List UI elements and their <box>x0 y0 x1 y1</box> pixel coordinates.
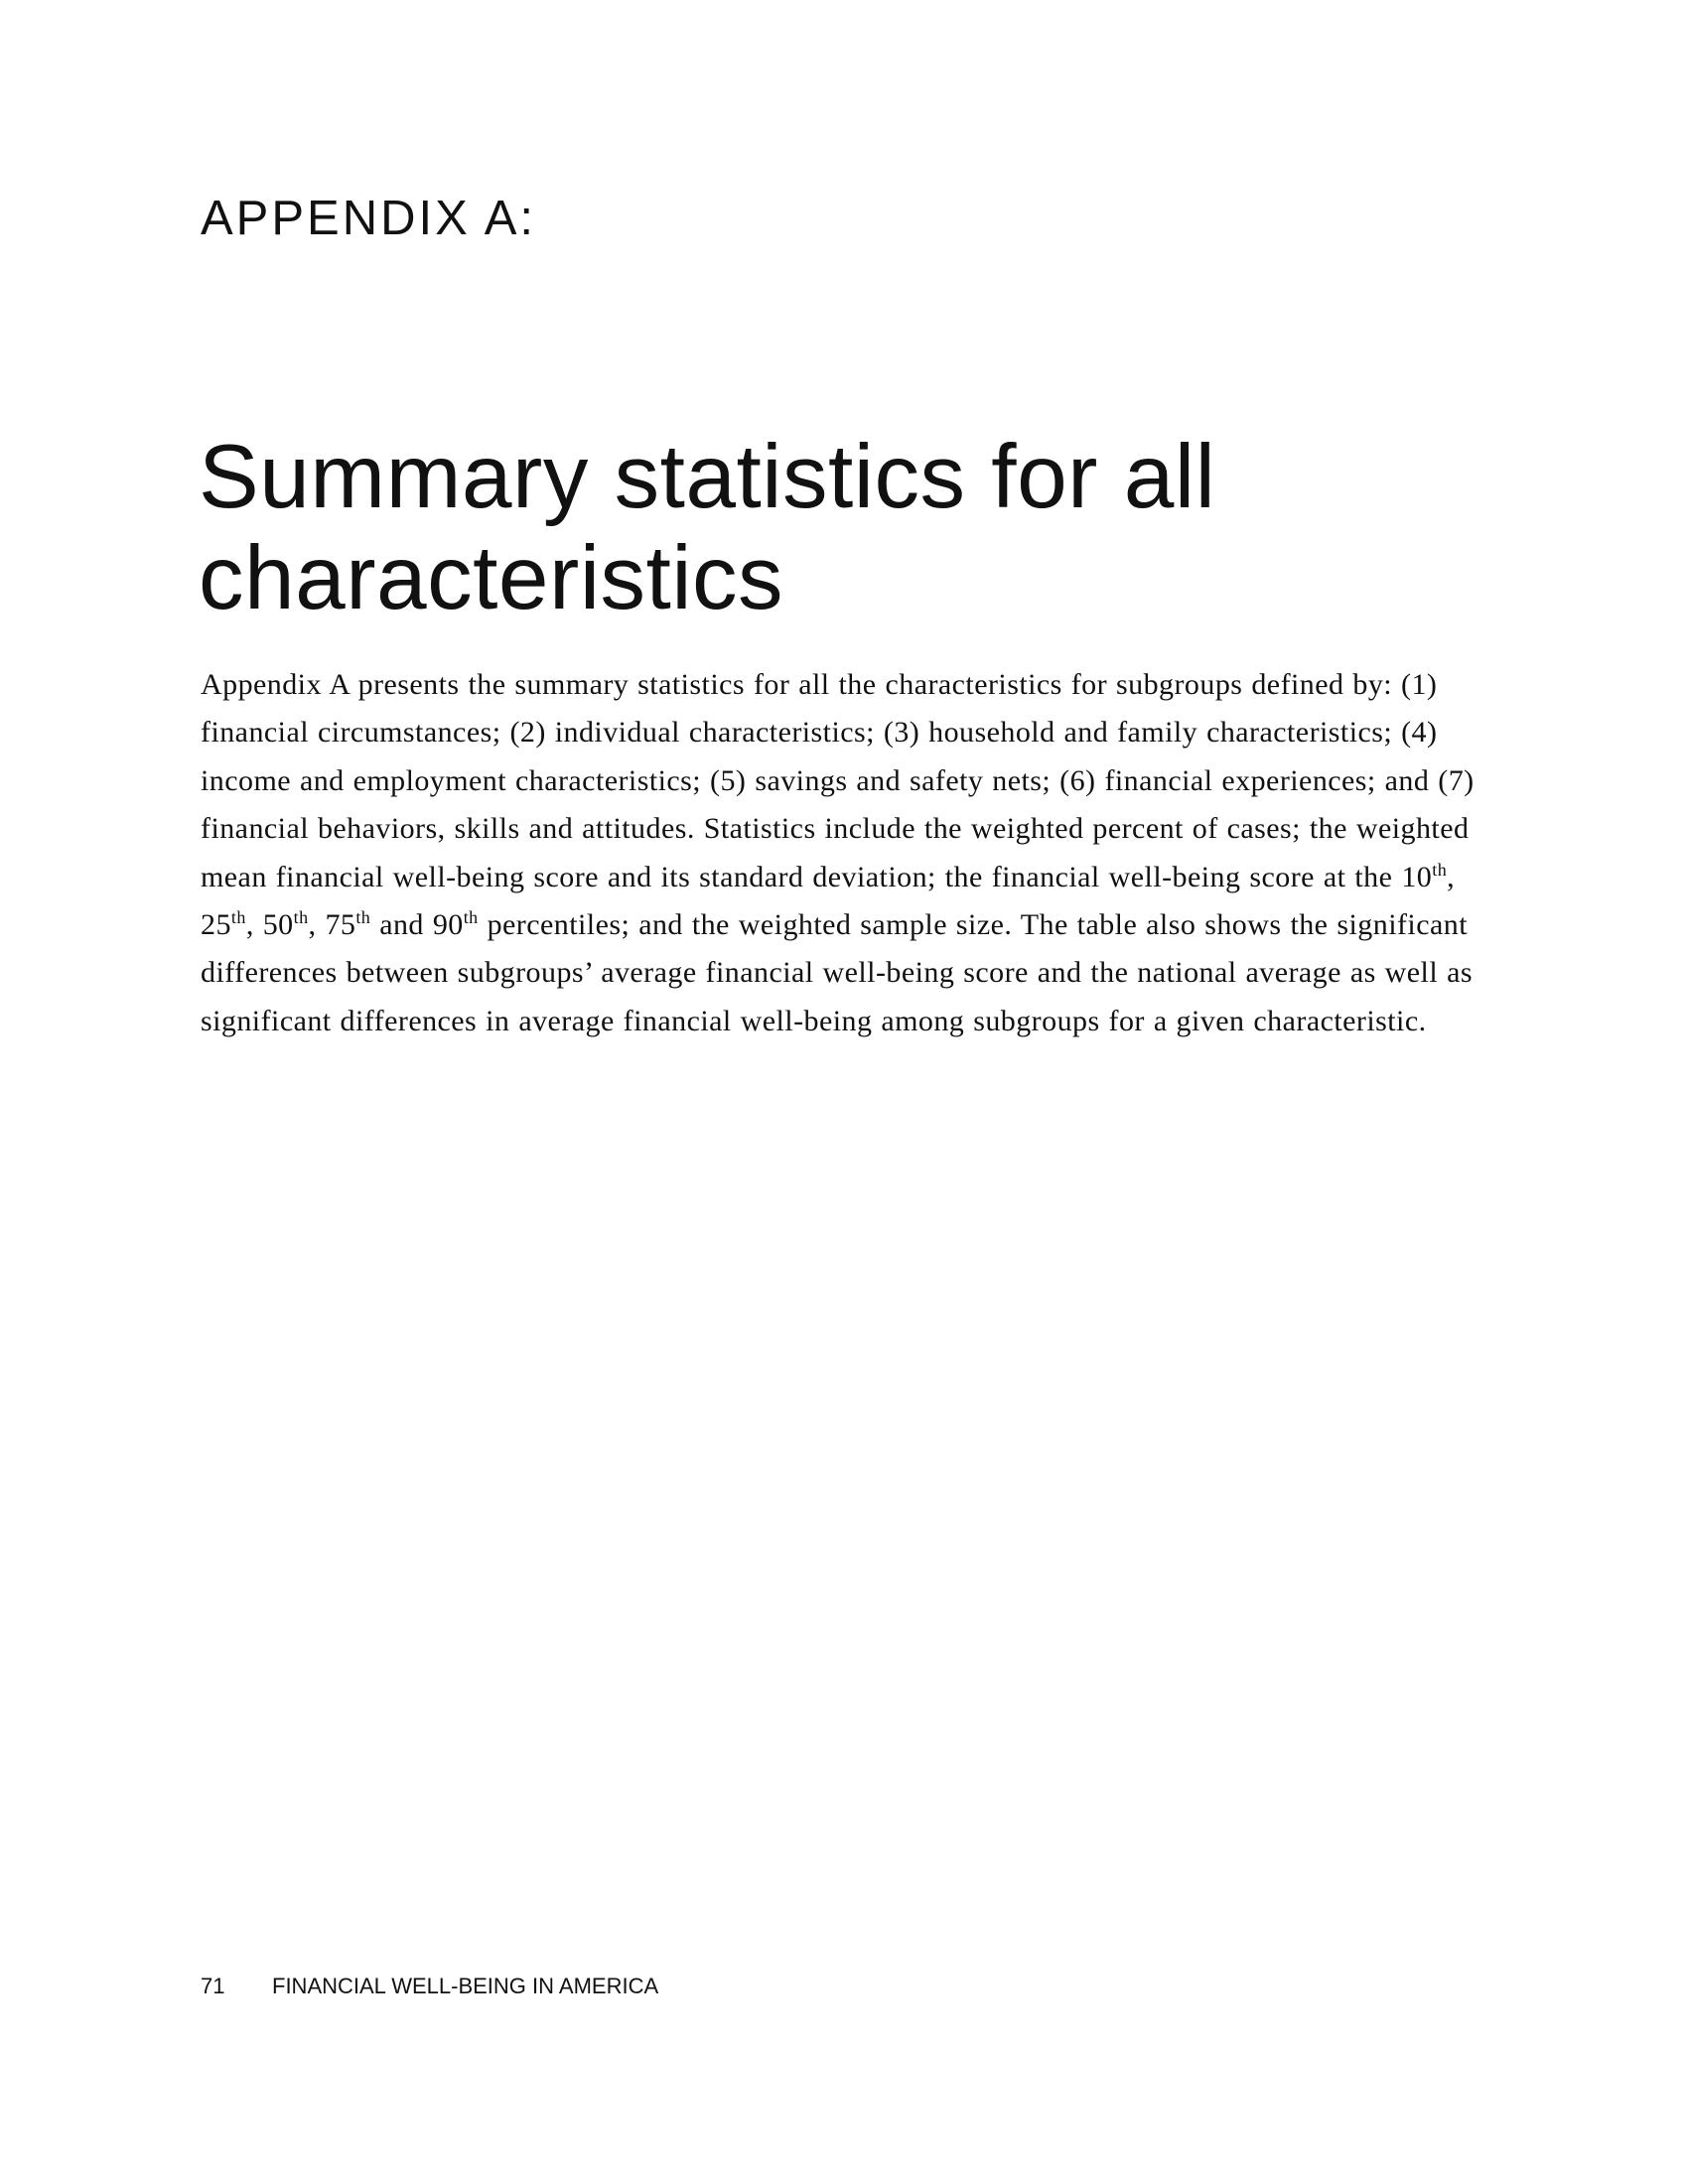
intro-separator: , <box>245 908 263 942</box>
page-footer <box>201 1976 658 1997</box>
percentile-90: 90 <box>432 908 464 942</box>
intro-separator: and <box>370 908 433 942</box>
percentile-50-suffix: th <box>293 907 309 928</box>
percentile-25: 25 <box>201 908 231 942</box>
intro-text-1: Appendix A presents the summary statistics for all the characteristics for subgroups defined by: (1) financial circumstances; (2) individual characteristics; (3) household and family characteristics; (4) income and employment characteristics; (5) savings and safety nets; (6) financial experiences; and (7) financial behaviors, skills and attitudes. Statistics include the weighted percent of cases; the weighted mean financial well-being score and its standard deviation; the financial well-being score at the <box>201 668 1475 893</box>
intro-separator: , <box>308 908 326 942</box>
percentile-25-suffix: th <box>230 907 246 928</box>
footer-report-title: FINANCIAL WELL-BEING IN AMERICA <box>272 1974 659 1998</box>
appendix-label: APPENDIX A: <box>201 192 537 245</box>
page-title: Summary statistics for all characteristics <box>199 427 1216 628</box>
percentile-75-suffix: th <box>355 907 371 928</box>
page-number: 71 <box>201 1974 225 1998</box>
intro-separator: , <box>1447 860 1456 893</box>
percentile-10: 10 <box>1401 860 1433 893</box>
percentile-10-suffix: th <box>1432 859 1448 880</box>
intro-paragraph <box>201 661 1501 1045</box>
percentile-75: 75 <box>325 908 356 942</box>
intro-text-2: percentiles; and the weighted sample size. The table also shows the significant differences between subgroups’ average financial well-being score and the national average as well as significant differences in average financial well-being among subgroups for a given characteristic. <box>201 908 1473 1037</box>
percentile-50: 50 <box>262 908 294 942</box>
percentile-90-suffix: th <box>463 907 479 928</box>
